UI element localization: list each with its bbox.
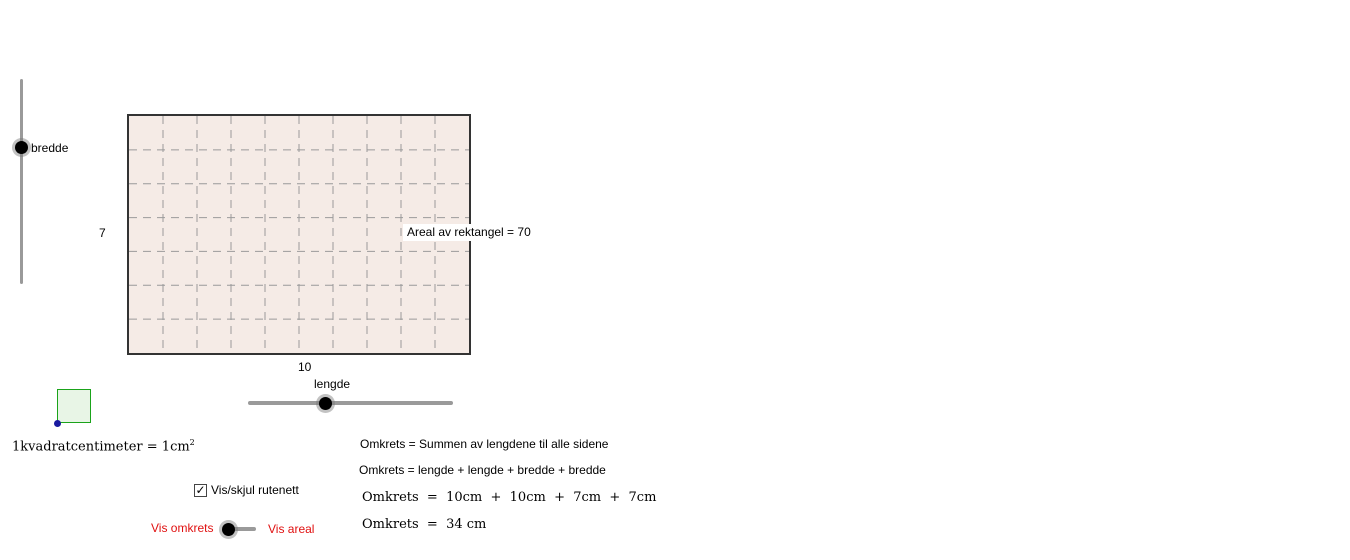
- unit-square: [57, 389, 91, 423]
- width-label: 10: [298, 360, 312, 374]
- bredde-slider-knob[interactable]: [15, 141, 28, 154]
- unit-square-point[interactable]: [54, 420, 61, 427]
- unit-exponent: 2: [189, 438, 195, 447]
- lengde-slider-knob[interactable]: [319, 397, 332, 410]
- formula-definition: Omkrets = Summen av lengdene til alle sidene: [360, 437, 609, 451]
- lengde-slider-track[interactable]: [248, 401, 453, 405]
- toggle-left-label: Vis omkrets: [151, 521, 214, 535]
- unit-definition: [12, 438, 195, 454]
- height-label: 7: [99, 226, 106, 240]
- area-label: Areal av rektangel = 70: [403, 224, 534, 241]
- unit-definition-text: 1kvadratcentimeter = 1cm: [12, 439, 190, 455]
- lengde-slider-label: lengde: [314, 377, 351, 391]
- grid-toggle-checkbox[interactable]: ✓: [195, 483, 206, 497]
- perimeter-area-toggle-knob[interactable]: [222, 523, 235, 536]
- formula-values: Omkrets = 10cm + 10cm + 7cm + 7cm: [362, 490, 657, 505]
- formula-result: Omkrets = 34 cm: [362, 517, 487, 532]
- toggle-right-label: Vis areal: [268, 522, 315, 536]
- grid-toggle-label: Vis/skjul rutenett: [211, 483, 299, 497]
- bredde-slider-track[interactable]: [20, 79, 23, 284]
- formula-sides: Omkrets = lengde + lengde + bredde + bredde: [359, 463, 606, 477]
- bredde-slider-label: bredde: [31, 141, 69, 155]
